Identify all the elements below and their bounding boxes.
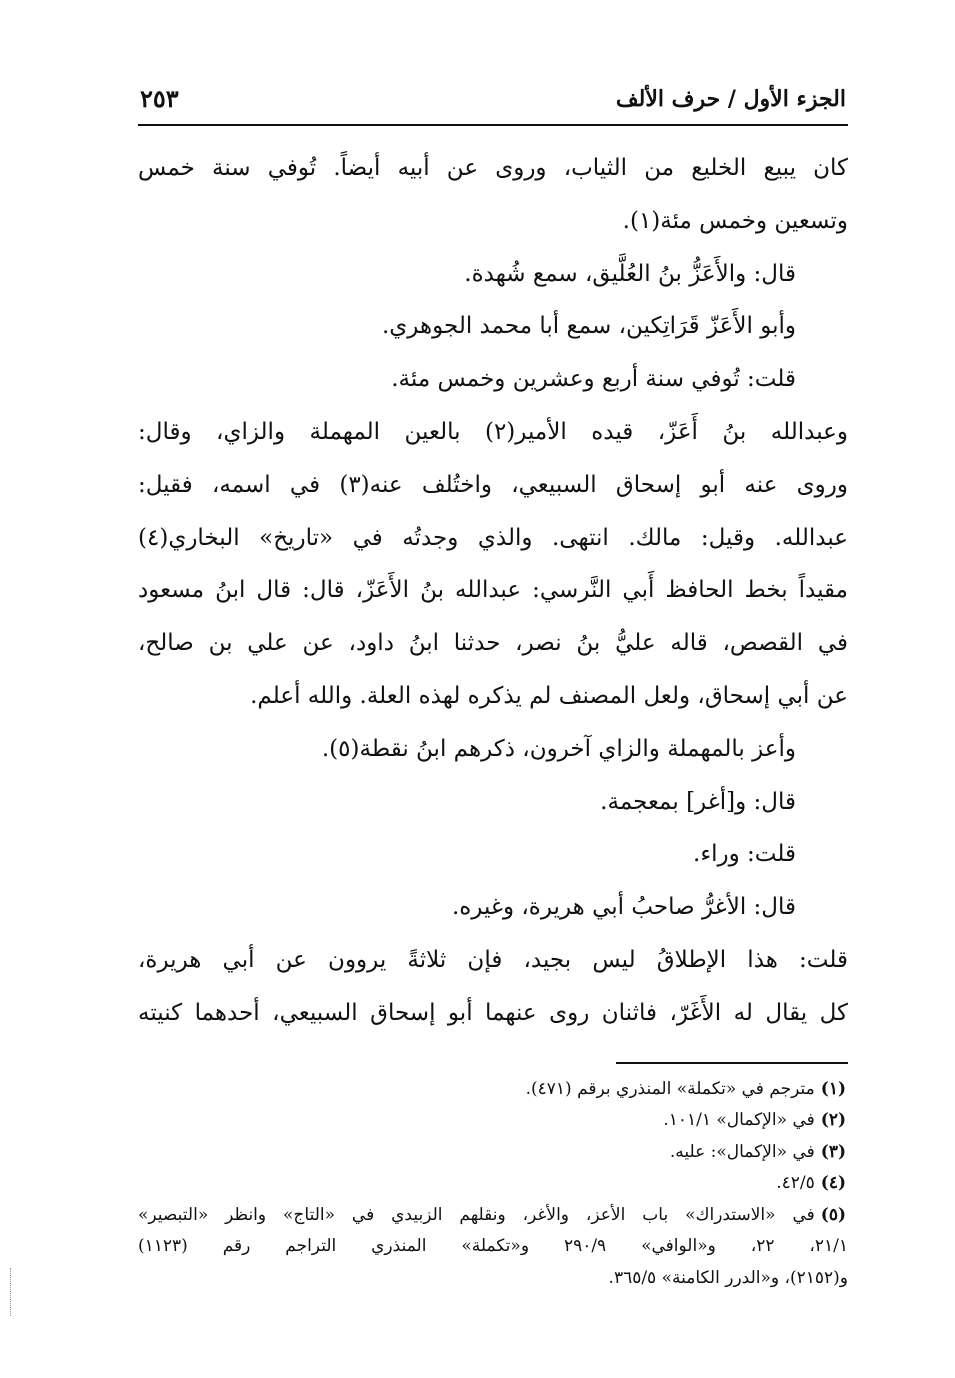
running-header	[138, 78, 848, 126]
text-line: قال: والأَعَزُّ بنُ العُلَّيق، سمع شُهدة.	[464, 260, 796, 287]
text-line: كل يقال له الأَغَرّ، فاثنان روى عنهما أبو إسحاق السبيعي، أحدهما كنيته	[138, 999, 848, 1026]
footnote-text: ٤٢/٥.	[776, 1173, 815, 1194]
footnote-text: في «الاستدراك» باب الأعز، والأغر، ونقلهم الزبيدي في «التاج» وانظر «التبصير»	[138, 1204, 815, 1225]
text-line: وأبو الأَعَزّ قَرَاتِكين، سمع أبا محمد الجوهري.	[381, 313, 796, 340]
text-line: عبدالله. وقيل: مالك. انتهى. والذي وجدتُه في «تاريخ» البخاري(٤)	[138, 524, 848, 551]
footnote-text: ٢١/١، ٢٢، و«الوافي» ٢٩٠/٩ و«تكملة» المنذري التراجم رقم (١١٢٣)	[138, 1236, 848, 1257]
footnote-text: في «الإكمال» ١٠١/١.	[663, 1110, 815, 1131]
footnote-number: (٤)	[820, 1173, 846, 1194]
text-line: وروى عنه أبو إسحاق السبيعي، واختُلف عنه(٣) في اسمه، فقيل:	[138, 471, 848, 498]
main-text	[138, 142, 848, 1040]
footnotes	[138, 1074, 848, 1295]
footnote	[138, 1137, 848, 1169]
text-line: مقيداً بخط الحافظ أَبي النَّرسي: عبدالله بنُ الأَعَزّ، قال: قال ابنُ مسعود	[138, 577, 848, 604]
footnote-separator	[616, 1062, 848, 1064]
header-title: الجزء الأول / حرف الألف	[615, 86, 846, 112]
text-line: وأعز بالمهملة والزاي آخرون، ذكرهم ابنُ نقطة(٥).	[321, 735, 796, 762]
text-line: قلت: هذا الإطلاقُ ليس بجيد، فإن ثلاثةً يروون عن أبي هريرة،	[138, 946, 848, 973]
footnote	[138, 1263, 848, 1295]
footnote-number: (٥)	[820, 1204, 846, 1225]
text-line: قال: و[أغر] بمعجمة.	[600, 788, 796, 815]
book-page	[138, 78, 848, 1318]
footnote-text: مترجم في «تكملة» المنذري برقم (٤٧١).	[525, 1078, 815, 1099]
footnote	[138, 1168, 848, 1200]
footnote-text: و(٢١٥٢)، و«الدرر الكامنة» ٣٦٥/٥.	[608, 1267, 848, 1288]
footnote-number: (٢)	[820, 1110, 846, 1131]
text-line: قلت: وراء.	[693, 841, 796, 868]
scan-margin-mark	[10, 1268, 13, 1316]
footnote	[138, 1074, 848, 1106]
text-line: وتسعين وخمس مئة(١).	[622, 207, 848, 234]
text-line: قلت: تُوفي سنة أربع وعشرين وخمس مئة.	[391, 366, 796, 393]
footnote-number: (٣)	[820, 1141, 846, 1162]
footnote	[138, 1200, 848, 1232]
footnote-text: في «الإكمال»: عليه.	[669, 1141, 815, 1162]
page-number: ٢٥٣	[140, 84, 179, 113]
text-line: عن أبي إسحاق، ولعل المصنف لم يذكره لهذه العلة. والله أعلم.	[250, 682, 848, 709]
footnote	[138, 1231, 848, 1263]
text-line: في القصص، قاله عليُّ بنُ نصر، حدثنا ابنُ داود، عن علي بن صالح،	[138, 630, 848, 657]
footnote	[138, 1105, 848, 1137]
text-line: كان يبيع الخليع من الثياب، وروى عن أبيه أيضاً. تُوفي سنة خمس	[138, 155, 848, 181]
text-line: وعبدالله بنُ أَعَزّ، قيده الأمير(٢) بالعين المهملة والزاي، وقال:	[138, 418, 848, 445]
footnote-number: (١)	[820, 1078, 846, 1099]
text-line: قال: الأغرُّ صاحبُ أبي هريرة، وغيره.	[451, 894, 796, 921]
